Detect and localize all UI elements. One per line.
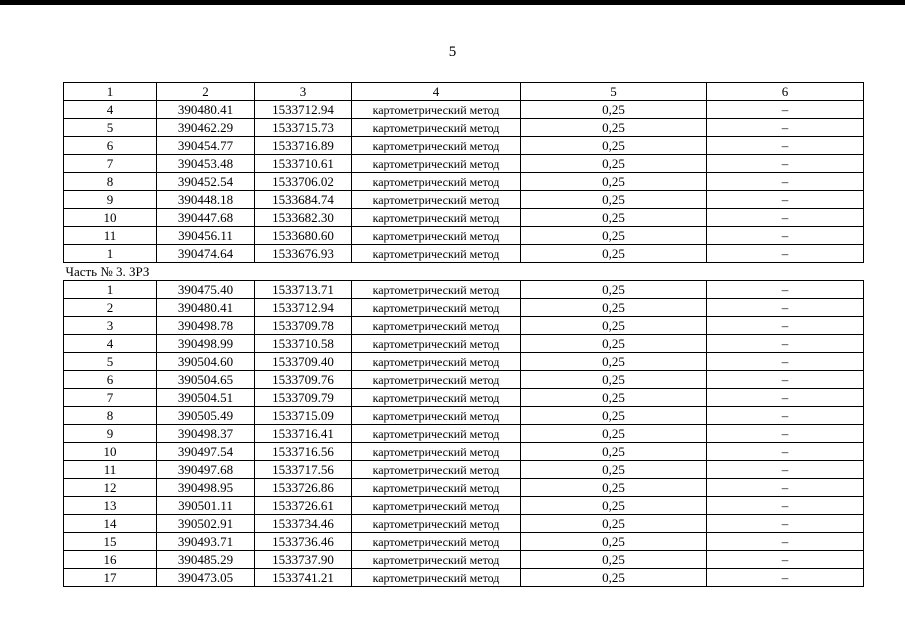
x-coordinate-cell: 390473.05 xyxy=(157,569,255,587)
table-row xyxy=(64,317,864,335)
table-row xyxy=(64,191,864,209)
x-coordinate-cell: 390452.54 xyxy=(157,173,255,191)
y-coordinate-cell: 1533716.89 xyxy=(255,137,352,155)
table-row xyxy=(64,173,864,191)
point-number-cell: 3 xyxy=(64,317,157,335)
point-number-cell: 6 xyxy=(64,371,157,389)
method-cell: картометрический метод xyxy=(352,533,521,551)
accuracy-cell: 0,25 xyxy=(521,155,707,173)
x-coordinate-cell: 390474.64 xyxy=(157,245,255,263)
method-cell: картометрический метод xyxy=(352,479,521,497)
accuracy-cell: 0,25 xyxy=(521,533,707,551)
table-row xyxy=(64,461,864,479)
y-coordinate-cell: 1533680.60 xyxy=(255,227,352,245)
point-number-cell: 6 xyxy=(64,137,157,155)
note-cell: – xyxy=(707,407,864,425)
note-cell: – xyxy=(707,101,864,119)
point-number-cell: 13 xyxy=(64,497,157,515)
note-cell: – xyxy=(707,443,864,461)
coordinates-table xyxy=(63,82,864,587)
header-cell: 4 xyxy=(352,83,521,101)
accuracy-cell: 0,25 xyxy=(521,353,707,371)
accuracy-cell: 0,25 xyxy=(521,101,707,119)
point-number-cell: 7 xyxy=(64,155,157,173)
table-row xyxy=(64,335,864,353)
table-row xyxy=(64,245,864,263)
y-coordinate-cell: 1533737.90 xyxy=(255,551,352,569)
x-coordinate-cell: 390498.37 xyxy=(157,425,255,443)
point-number-cell: 16 xyxy=(64,551,157,569)
accuracy-cell: 0,25 xyxy=(521,137,707,155)
header-cell: 2 xyxy=(157,83,255,101)
y-coordinate-cell: 1533712.94 xyxy=(255,299,352,317)
x-coordinate-cell: 390447.68 xyxy=(157,209,255,227)
method-cell: картометрический метод xyxy=(352,173,521,191)
x-coordinate-cell: 390505.49 xyxy=(157,407,255,425)
point-number-cell: 11 xyxy=(64,227,157,245)
accuracy-cell: 0,25 xyxy=(521,443,707,461)
header-cell: 5 xyxy=(521,83,707,101)
y-coordinate-cell: 1533710.61 xyxy=(255,155,352,173)
point-number-cell: 1 xyxy=(64,281,157,299)
accuracy-cell: 0,25 xyxy=(521,335,707,353)
method-cell: картометрический метод xyxy=(352,191,521,209)
accuracy-cell: 0,25 xyxy=(521,209,707,227)
x-coordinate-cell: 390498.78 xyxy=(157,317,255,335)
note-cell: – xyxy=(707,425,864,443)
note-cell: – xyxy=(707,173,864,191)
accuracy-cell: 0,25 xyxy=(521,407,707,425)
note-cell: – xyxy=(707,497,864,515)
method-cell: картометрический метод xyxy=(352,407,521,425)
x-coordinate-cell: 390480.41 xyxy=(157,299,255,317)
point-number-cell: 9 xyxy=(64,191,157,209)
table-row xyxy=(64,119,864,137)
x-coordinate-cell: 390504.51 xyxy=(157,389,255,407)
note-cell: – xyxy=(707,461,864,479)
table-row xyxy=(64,497,864,515)
method-cell: картометрический метод xyxy=(352,371,521,389)
y-coordinate-cell: 1533710.58 xyxy=(255,335,352,353)
point-number-cell: 4 xyxy=(64,335,157,353)
accuracy-cell: 0,25 xyxy=(521,245,707,263)
point-number-cell: 17 xyxy=(64,569,157,587)
note-cell: – xyxy=(707,137,864,155)
method-cell: картометрический метод xyxy=(352,425,521,443)
table-row xyxy=(64,569,864,587)
x-coordinate-cell: 390448.18 xyxy=(157,191,255,209)
table-row xyxy=(64,389,864,407)
table-row xyxy=(64,551,864,569)
x-coordinate-cell: 390501.11 xyxy=(157,497,255,515)
y-coordinate-cell: 1533712.94 xyxy=(255,101,352,119)
section-label: Часть № 3. ЗРЗ xyxy=(64,263,864,281)
x-coordinate-cell: 390504.65 xyxy=(157,371,255,389)
accuracy-cell: 0,25 xyxy=(521,227,707,245)
accuracy-cell: 0,25 xyxy=(521,461,707,479)
method-cell: картометрический метод xyxy=(352,515,521,533)
y-coordinate-cell: 1533715.09 xyxy=(255,407,352,425)
y-coordinate-cell: 1533709.79 xyxy=(255,389,352,407)
note-cell: – xyxy=(707,245,864,263)
y-coordinate-cell: 1533717.56 xyxy=(255,461,352,479)
accuracy-cell: 0,25 xyxy=(521,119,707,137)
point-number-cell: 1 xyxy=(64,245,157,263)
page-number: 5 xyxy=(448,44,457,60)
y-coordinate-cell: 1533713.71 xyxy=(255,281,352,299)
x-coordinate-cell: 390485.29 xyxy=(157,551,255,569)
x-coordinate-cell: 390493.71 xyxy=(157,533,255,551)
x-coordinate-cell: 390453.48 xyxy=(157,155,255,173)
table-row xyxy=(64,155,864,173)
point-number-cell: 12 xyxy=(64,479,157,497)
y-coordinate-cell: 1533715.73 xyxy=(255,119,352,137)
x-coordinate-cell: 390498.99 xyxy=(157,335,255,353)
note-cell: – xyxy=(707,353,864,371)
note-cell: – xyxy=(707,227,864,245)
table-row xyxy=(64,299,864,317)
x-coordinate-cell: 390497.68 xyxy=(157,461,255,479)
x-coordinate-cell: 390480.41 xyxy=(157,101,255,119)
point-number-cell: 7 xyxy=(64,389,157,407)
note-cell: – xyxy=(707,317,864,335)
method-cell: картометрический метод xyxy=(352,245,521,263)
note-cell: – xyxy=(707,569,864,587)
method-cell: картометрический метод xyxy=(352,155,521,173)
header-cell: 1 xyxy=(64,83,157,101)
table-header-row xyxy=(64,83,864,101)
table-row xyxy=(64,407,864,425)
x-coordinate-cell: 390498.95 xyxy=(157,479,255,497)
note-cell: – xyxy=(707,389,864,407)
accuracy-cell: 0,25 xyxy=(521,389,707,407)
y-coordinate-cell: 1533726.61 xyxy=(255,497,352,515)
accuracy-cell: 0,25 xyxy=(521,551,707,569)
point-number-cell: 8 xyxy=(64,173,157,191)
header-cell: 3 xyxy=(255,83,352,101)
point-number-cell: 5 xyxy=(64,119,157,137)
accuracy-cell: 0,25 xyxy=(521,173,707,191)
method-cell: картометрический метод xyxy=(352,137,521,155)
method-cell: картометрический метод xyxy=(352,569,521,587)
method-cell: картометрический метод xyxy=(352,317,521,335)
point-number-cell: 5 xyxy=(64,353,157,371)
accuracy-cell: 0,25 xyxy=(521,317,707,335)
table-body xyxy=(64,83,864,587)
table-row xyxy=(64,533,864,551)
method-cell: картометрический метод xyxy=(352,227,521,245)
x-coordinate-cell: 390475.40 xyxy=(157,281,255,299)
y-coordinate-cell: 1533676.93 xyxy=(255,245,352,263)
method-cell: картометрический метод xyxy=(352,209,521,227)
accuracy-cell: 0,25 xyxy=(521,569,707,587)
y-coordinate-cell: 1533709.76 xyxy=(255,371,352,389)
method-cell: картометрический метод xyxy=(352,335,521,353)
note-cell: – xyxy=(707,551,864,569)
note-cell: – xyxy=(707,335,864,353)
note-cell: – xyxy=(707,155,864,173)
y-coordinate-cell: 1533734.46 xyxy=(255,515,352,533)
point-number-cell: 2 xyxy=(64,299,157,317)
table-row xyxy=(64,443,864,461)
method-cell: картометрический метод xyxy=(352,497,521,515)
accuracy-cell: 0,25 xyxy=(521,497,707,515)
accuracy-cell: 0,25 xyxy=(521,191,707,209)
y-coordinate-cell: 1533706.02 xyxy=(255,173,352,191)
accuracy-cell: 0,25 xyxy=(521,371,707,389)
header-cell: 6 xyxy=(707,83,864,101)
note-cell: – xyxy=(707,515,864,533)
point-number-cell: 9 xyxy=(64,425,157,443)
method-cell: картометрический метод xyxy=(352,443,521,461)
method-cell: картометрический метод xyxy=(352,551,521,569)
x-coordinate-cell: 390456.11 xyxy=(157,227,255,245)
y-coordinate-cell: 1533716.56 xyxy=(255,443,352,461)
section-row xyxy=(64,263,864,281)
point-number-cell: 11 xyxy=(64,461,157,479)
method-cell: картометрический метод xyxy=(352,119,521,137)
y-coordinate-cell: 1533741.21 xyxy=(255,569,352,587)
x-coordinate-cell: 390502.91 xyxy=(157,515,255,533)
note-cell: – xyxy=(707,119,864,137)
note-cell: – xyxy=(707,281,864,299)
table-row xyxy=(64,101,864,119)
y-coordinate-cell: 1533709.78 xyxy=(255,317,352,335)
top-border-bar xyxy=(0,0,905,5)
note-cell: – xyxy=(707,479,864,497)
x-coordinate-cell: 390454.77 xyxy=(157,137,255,155)
note-cell: – xyxy=(707,191,864,209)
method-cell: картометрический метод xyxy=(352,353,521,371)
accuracy-cell: 0,25 xyxy=(521,299,707,317)
point-number-cell: 10 xyxy=(64,209,157,227)
accuracy-cell: 0,25 xyxy=(521,425,707,443)
table-row xyxy=(64,353,864,371)
note-cell: – xyxy=(707,209,864,227)
y-coordinate-cell: 1533736.46 xyxy=(255,533,352,551)
note-cell: – xyxy=(707,299,864,317)
method-cell: картометрический метод xyxy=(352,299,521,317)
table-row xyxy=(64,209,864,227)
point-number-cell: 14 xyxy=(64,515,157,533)
note-cell: – xyxy=(707,533,864,551)
y-coordinate-cell: 1533709.40 xyxy=(255,353,352,371)
point-number-cell: 4 xyxy=(64,101,157,119)
y-coordinate-cell: 1533682.30 xyxy=(255,209,352,227)
accuracy-cell: 0,25 xyxy=(521,479,707,497)
method-cell: картометрический метод xyxy=(352,461,521,479)
method-cell: картометрический метод xyxy=(352,281,521,299)
table-row xyxy=(64,515,864,533)
table-row xyxy=(64,425,864,443)
point-number-cell: 10 xyxy=(64,443,157,461)
table-row xyxy=(64,281,864,299)
table-row xyxy=(64,137,864,155)
table-row xyxy=(64,479,864,497)
y-coordinate-cell: 1533716.41 xyxy=(255,425,352,443)
table-row xyxy=(64,227,864,245)
x-coordinate-cell: 390504.60 xyxy=(157,353,255,371)
table-row xyxy=(64,371,864,389)
accuracy-cell: 0,25 xyxy=(521,281,707,299)
x-coordinate-cell: 390497.54 xyxy=(157,443,255,461)
note-cell: – xyxy=(707,371,864,389)
point-number-cell: 15 xyxy=(64,533,157,551)
y-coordinate-cell: 1533726.86 xyxy=(255,479,352,497)
y-coordinate-cell: 1533684.74 xyxy=(255,191,352,209)
accuracy-cell: 0,25 xyxy=(521,515,707,533)
method-cell: картометрический метод xyxy=(352,389,521,407)
x-coordinate-cell: 390462.29 xyxy=(157,119,255,137)
method-cell: картометрический метод xyxy=(352,101,521,119)
point-number-cell: 8 xyxy=(64,407,157,425)
